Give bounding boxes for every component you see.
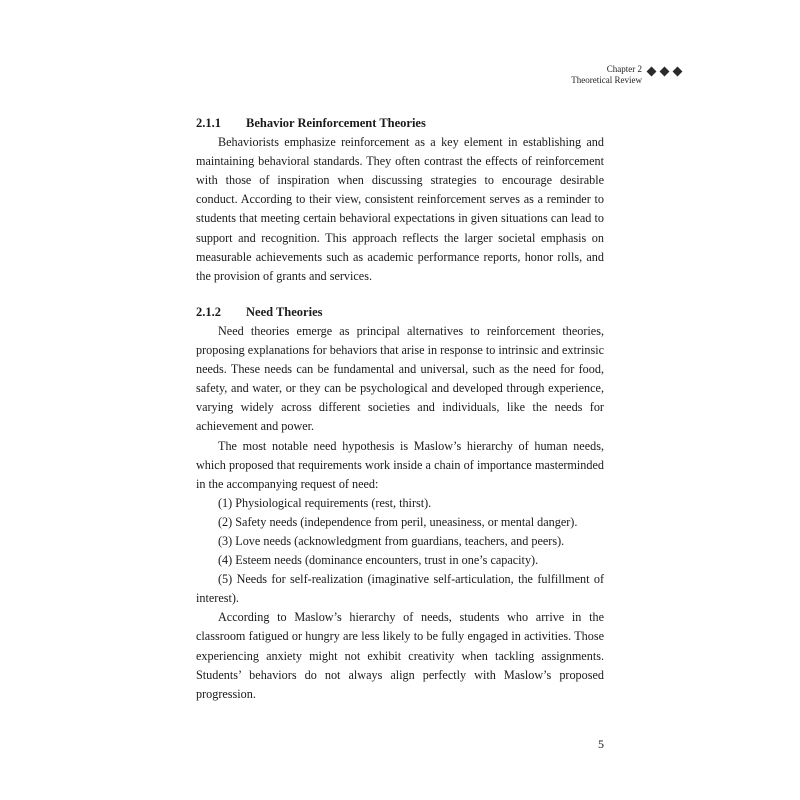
diamond-icon [660, 67, 670, 77]
needs-list [196, 494, 604, 609]
list-item: (1) Physiological requirements (rest, thirst). [218, 495, 432, 510]
header-section: Theoretical Review [571, 75, 642, 85]
paragraph: According to Maslow’s hierarchy of needs, students who arrive in the classroom fatigued or hungry are less likely to be fully engaged in activities. Those experiencing anxiety might not exhibit creativity when tackling assignments. Students’ behaviors do not always align perfectly with Maslow’s proposed progression. [196, 610, 604, 701]
page-body [196, 114, 604, 704]
section-heading-2-1-2 [196, 303, 604, 322]
diamond-icon [673, 67, 683, 77]
list-item: (4) Esteem needs (dominance encounters, trust in one’s capacity). [218, 553, 539, 568]
paragraph: Need theories emerge as principal alternatives to reinforcement theories, proposing explanations for behaviors that arise in response to intrinsic and extrinsic needs. These needs can be fundamental and universal, such as the need for food, safety, and water, or they can be psychological and developed through experience, varying widely across different societies and individuals, like the needs for achievement and power. [196, 323, 604, 434]
list-item: (3) Love needs (acknowledgment from guardians, teachers, and peers). [218, 533, 565, 548]
list-item: (2) Safety needs (independence from peril, uneasiness, or mental danger). [218, 514, 578, 529]
paragraph: The most notable need hypothesis is Maslow’s hierarchy of human needs, which proposed that requirements work inside a chain of importance masterminded in the accompanying request of need: [196, 438, 604, 491]
section-number: 2.1.1 [196, 116, 221, 130]
list-item: (5) Needs for self-realization (imaginative self-articulation, the fulfillment of interest). [196, 572, 604, 606]
section-heading-2-1-1 [196, 114, 604, 133]
section-title: Behavior Reinforcement Theories [246, 116, 426, 130]
header-ornament [646, 68, 683, 75]
section-title: Need Theories [246, 304, 323, 319]
running-header [571, 64, 642, 86]
page-number: 5 [598, 737, 604, 751]
diamond-icon [647, 67, 657, 77]
section-number: 2.1.2 [196, 304, 221, 319]
paragraph: Behaviorists emphasize reinforcement as a key element in establishing and maintaining behavioral standards. They often contrast the effects of reinforcement with those of inspiration when discussing strategies to encourage desirable conduct. According to their view, consistent reinforcement serves as a reminder to students that meeting certain behavioral expectations in given situations can lead to support and recognition. This approach reflects the larger societal emphasis on measurable achievements such as academic performance reports, honor rolls, and the provision of grants and services. [196, 135, 604, 283]
header-chapter: Chapter 2 [606, 64, 642, 74]
